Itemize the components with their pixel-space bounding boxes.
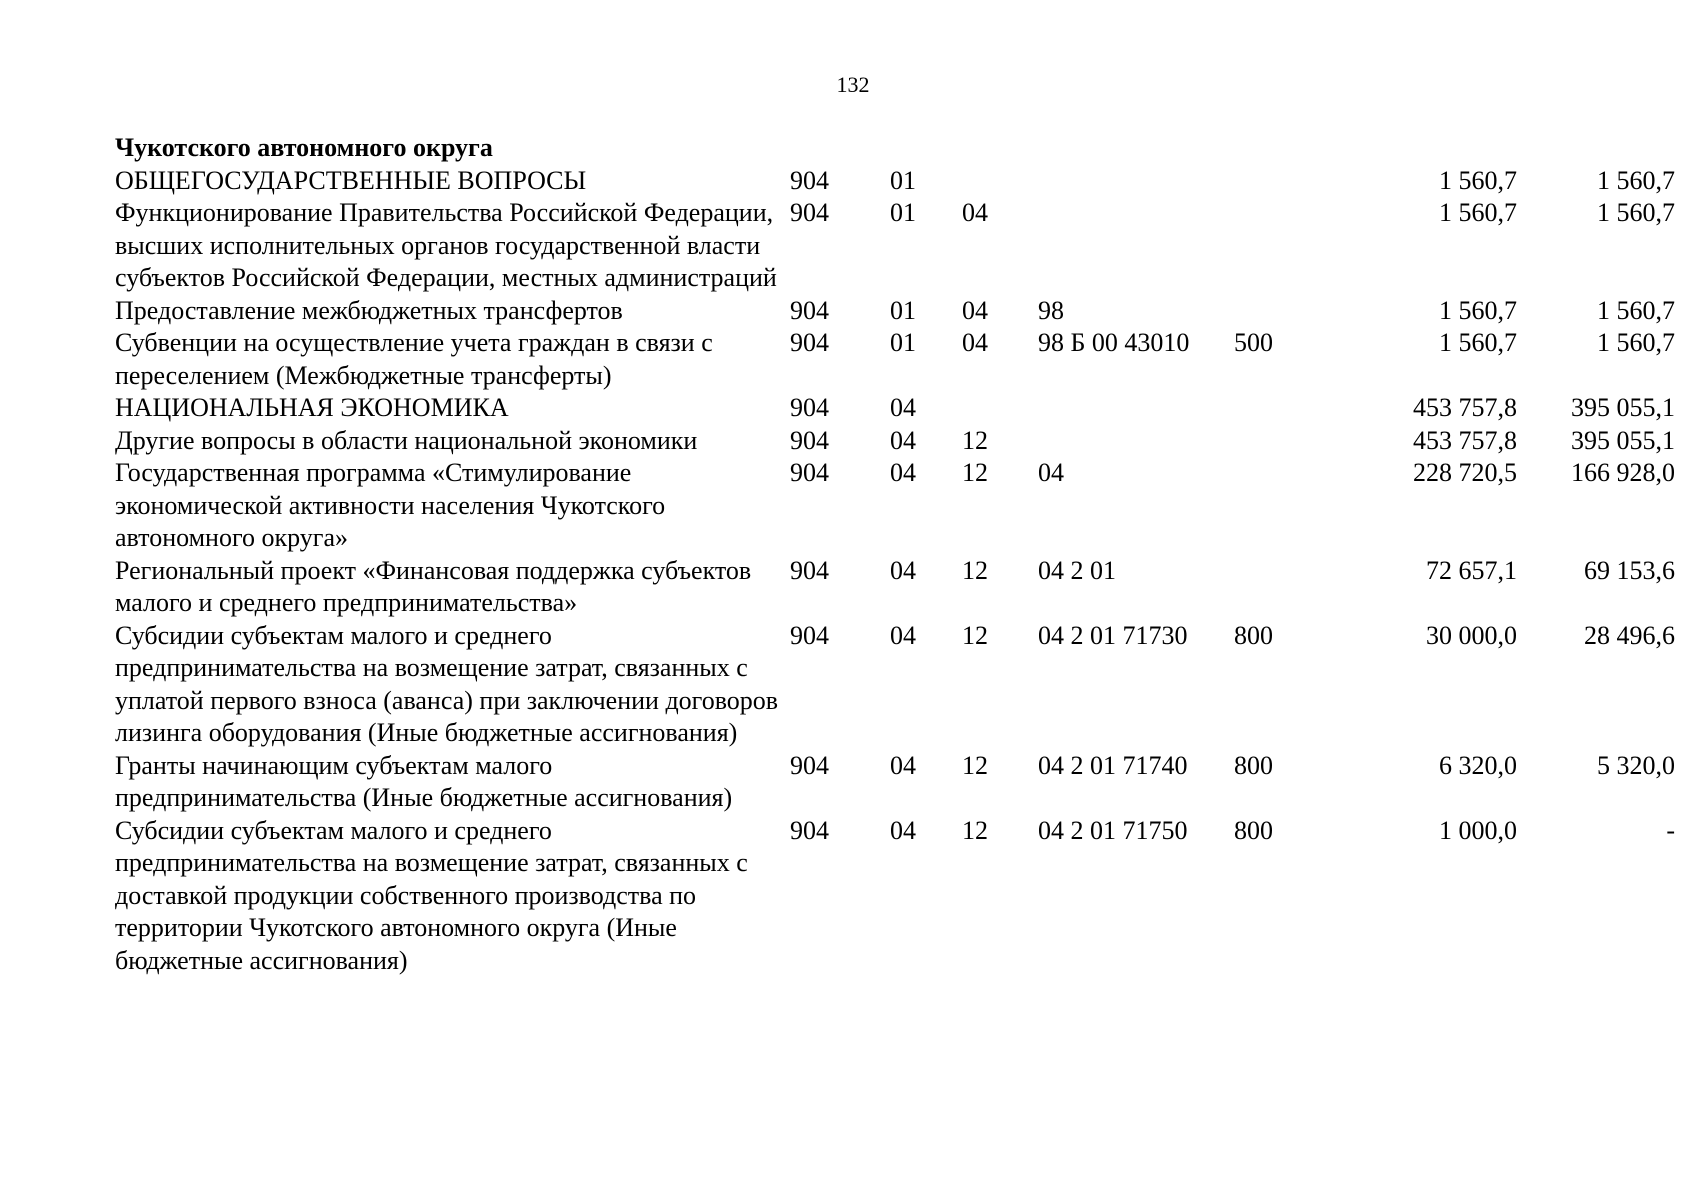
row-name: Субсидии субъектам малого и среднего предпринимательства на возмещение затрат, связанных с уплатой первого взноса (аванса) при заключении договоров лизинга оборудования (Иные бюджетные ассигнования) xyxy=(115,620,779,747)
table-row xyxy=(115,555,1675,620)
table-row xyxy=(115,620,1675,750)
row-csr-code: 04 2 01 xyxy=(1038,555,1116,585)
row-sum-2: 1 560,7 xyxy=(1597,198,1675,227)
row-vr-code xyxy=(1234,555,1374,620)
row-rz-code: 04 xyxy=(890,815,916,845)
row-csr-code xyxy=(1038,197,1234,295)
row-sum-2: 28 496,6 xyxy=(1584,620,1675,650)
row-sum-2: 1 560,7 xyxy=(1597,165,1675,195)
row-pr-code: 12 xyxy=(962,750,988,780)
row-gr-code: 904 xyxy=(790,458,829,487)
row-sum-2: 5 320,0 xyxy=(1597,750,1675,780)
table-row xyxy=(115,295,1675,328)
row-rz-code: 04 xyxy=(890,393,916,422)
row-vr-code: 800 xyxy=(1234,815,1273,845)
row-csr-code: 04 2 01 71750 xyxy=(1038,815,1188,845)
row-gr-code: 904 xyxy=(790,750,829,780)
row-gr-code: 904 xyxy=(790,198,829,227)
row-rz-code: 04 xyxy=(890,458,916,487)
row-name: Региональный проект «Финансовая поддержка субъектов малого и среднего предпринимательства» xyxy=(115,555,752,617)
table-row xyxy=(115,457,1675,555)
row-rz-code: 04 xyxy=(890,750,916,780)
table-row xyxy=(115,165,1675,198)
row-vr-code xyxy=(1234,197,1374,295)
row-gr-code: 904 xyxy=(790,393,829,422)
row-sum-1: 228 720,5 xyxy=(1413,458,1517,487)
row-vr-code: 800 xyxy=(1234,620,1273,650)
row-pr-code: 12 xyxy=(962,458,988,487)
row-pr-code: 12 xyxy=(962,425,988,455)
row-sum-1: 1 560,7 xyxy=(1439,328,1517,357)
row-name: ОБЩЕГОСУДАРСТВЕННЫЕ ВОПРОСЫ xyxy=(115,165,587,195)
table-row xyxy=(115,750,1675,815)
row-name: НАЦИОНАЛЬНАЯ ЭКОНОМИКА xyxy=(115,393,509,422)
page-number: 132 xyxy=(836,72,870,97)
row-sum-1: 453 757,8 xyxy=(1413,393,1517,422)
row-vr-code: 500 xyxy=(1234,328,1273,357)
row-vr-code: 800 xyxy=(1234,750,1273,780)
row-gr-code: 904 xyxy=(790,328,829,357)
table-row xyxy=(115,425,1675,458)
row-vr-code xyxy=(1234,165,1374,198)
row-gr-code: 904 xyxy=(790,555,829,585)
row-sum-2: 1 560,7 xyxy=(1597,328,1675,357)
row-name: Другие вопросы в области национальной экономики xyxy=(115,425,698,455)
row-name: Субвенции на осуществление учета граждан в связи с переселением (Межбюджетные трансферты) xyxy=(115,328,713,390)
row-rz-code: 01 xyxy=(890,328,916,357)
row-sum-2: 1 560,7 xyxy=(1597,295,1675,325)
row-sum-1: 1 560,7 xyxy=(1439,165,1517,195)
row-sum-2: - xyxy=(1666,815,1675,845)
row-name: Предоставление межбюджетных трансфертов xyxy=(115,295,623,325)
row-rz-code: 04 xyxy=(890,425,916,455)
row-sum-2: 166 928,0 xyxy=(1571,458,1675,487)
row-rz-code: 01 xyxy=(890,165,916,195)
table-row xyxy=(115,815,1675,978)
row-rz-code: 01 xyxy=(890,198,916,227)
row-sum-1: 1 560,7 xyxy=(1439,295,1517,325)
heading-continuation: Чукотского автономного округа xyxy=(115,133,493,162)
row-pr-code: 04 xyxy=(962,295,988,325)
row-sum-2: 69 153,6 xyxy=(1584,555,1675,585)
row-csr-code xyxy=(1038,165,1234,198)
row-vr-code xyxy=(1234,457,1374,555)
row-name: Функционирование Правительства Российской Федерации, высших исполнительных органов государственной власти субъектов Российской Федерации, местных администраций xyxy=(115,198,777,292)
row-vr-code xyxy=(1234,392,1374,425)
row-pr-code: 12 xyxy=(962,555,988,585)
row-sum-1: 453 757,8 xyxy=(1413,425,1517,455)
row-sum-1: 72 657,1 xyxy=(1426,555,1517,585)
row-rz-code: 01 xyxy=(890,295,916,325)
row-pr-code xyxy=(962,392,1038,425)
row-csr-code xyxy=(1038,392,1234,425)
row-rz-code: 04 xyxy=(890,620,916,650)
row-csr-code: 04 2 01 71730 xyxy=(1038,620,1188,650)
row-gr-code: 904 xyxy=(790,620,829,650)
row-csr-code: 98 Б 00 43010 xyxy=(1038,328,1190,357)
budget-table xyxy=(115,132,1675,977)
row-csr-code xyxy=(1038,425,1234,458)
row-vr-code xyxy=(1234,425,1374,458)
row-pr-code: 12 xyxy=(962,815,988,845)
row-vr-code xyxy=(1234,295,1374,328)
row-csr-code: 98 xyxy=(1038,295,1064,325)
row-sum-1: 6 320,0 xyxy=(1439,750,1517,780)
row-gr-code: 904 xyxy=(790,815,829,845)
row-name: Государственная программа «Стимулирование экономической активности населения Чукотского автономного округа» xyxy=(115,458,666,552)
row-csr-code: 04 xyxy=(1038,458,1064,487)
row-sum-1: 30 000,0 xyxy=(1426,620,1517,650)
row-rz-code: 04 xyxy=(890,555,916,585)
row-gr-code: 904 xyxy=(790,295,829,325)
row-sum-1: 1 000,0 xyxy=(1439,815,1517,845)
heading-continuation-row xyxy=(115,132,1675,165)
row-sum-2: 395 055,1 xyxy=(1571,393,1675,422)
row-sum-1: 1 560,7 xyxy=(1439,198,1517,227)
row-name: Гранты начинающим субъектам малого предпринимательства (Иные бюджетные ассигнования) xyxy=(115,750,733,812)
table-row xyxy=(115,197,1675,295)
row-pr-code: 04 xyxy=(962,198,988,227)
row-sum-2: 395 055,1 xyxy=(1571,425,1675,455)
table-row xyxy=(115,392,1675,425)
row-csr-code: 04 2 01 71740 xyxy=(1038,750,1188,780)
table-row xyxy=(115,327,1675,392)
row-gr-code: 904 xyxy=(790,165,829,195)
row-pr-code: 04 xyxy=(962,328,988,357)
row-pr-code: 12 xyxy=(962,620,988,650)
row-name: Субсидии субъектам малого и среднего предпринимательства на возмещение затрат, связанных с доставкой продукции собственного производства по территории Чукотского автономного округа (Иные бюджетные ассигнования) xyxy=(115,815,748,975)
row-gr-code: 904 xyxy=(790,425,829,455)
row-pr-code xyxy=(962,165,1038,198)
